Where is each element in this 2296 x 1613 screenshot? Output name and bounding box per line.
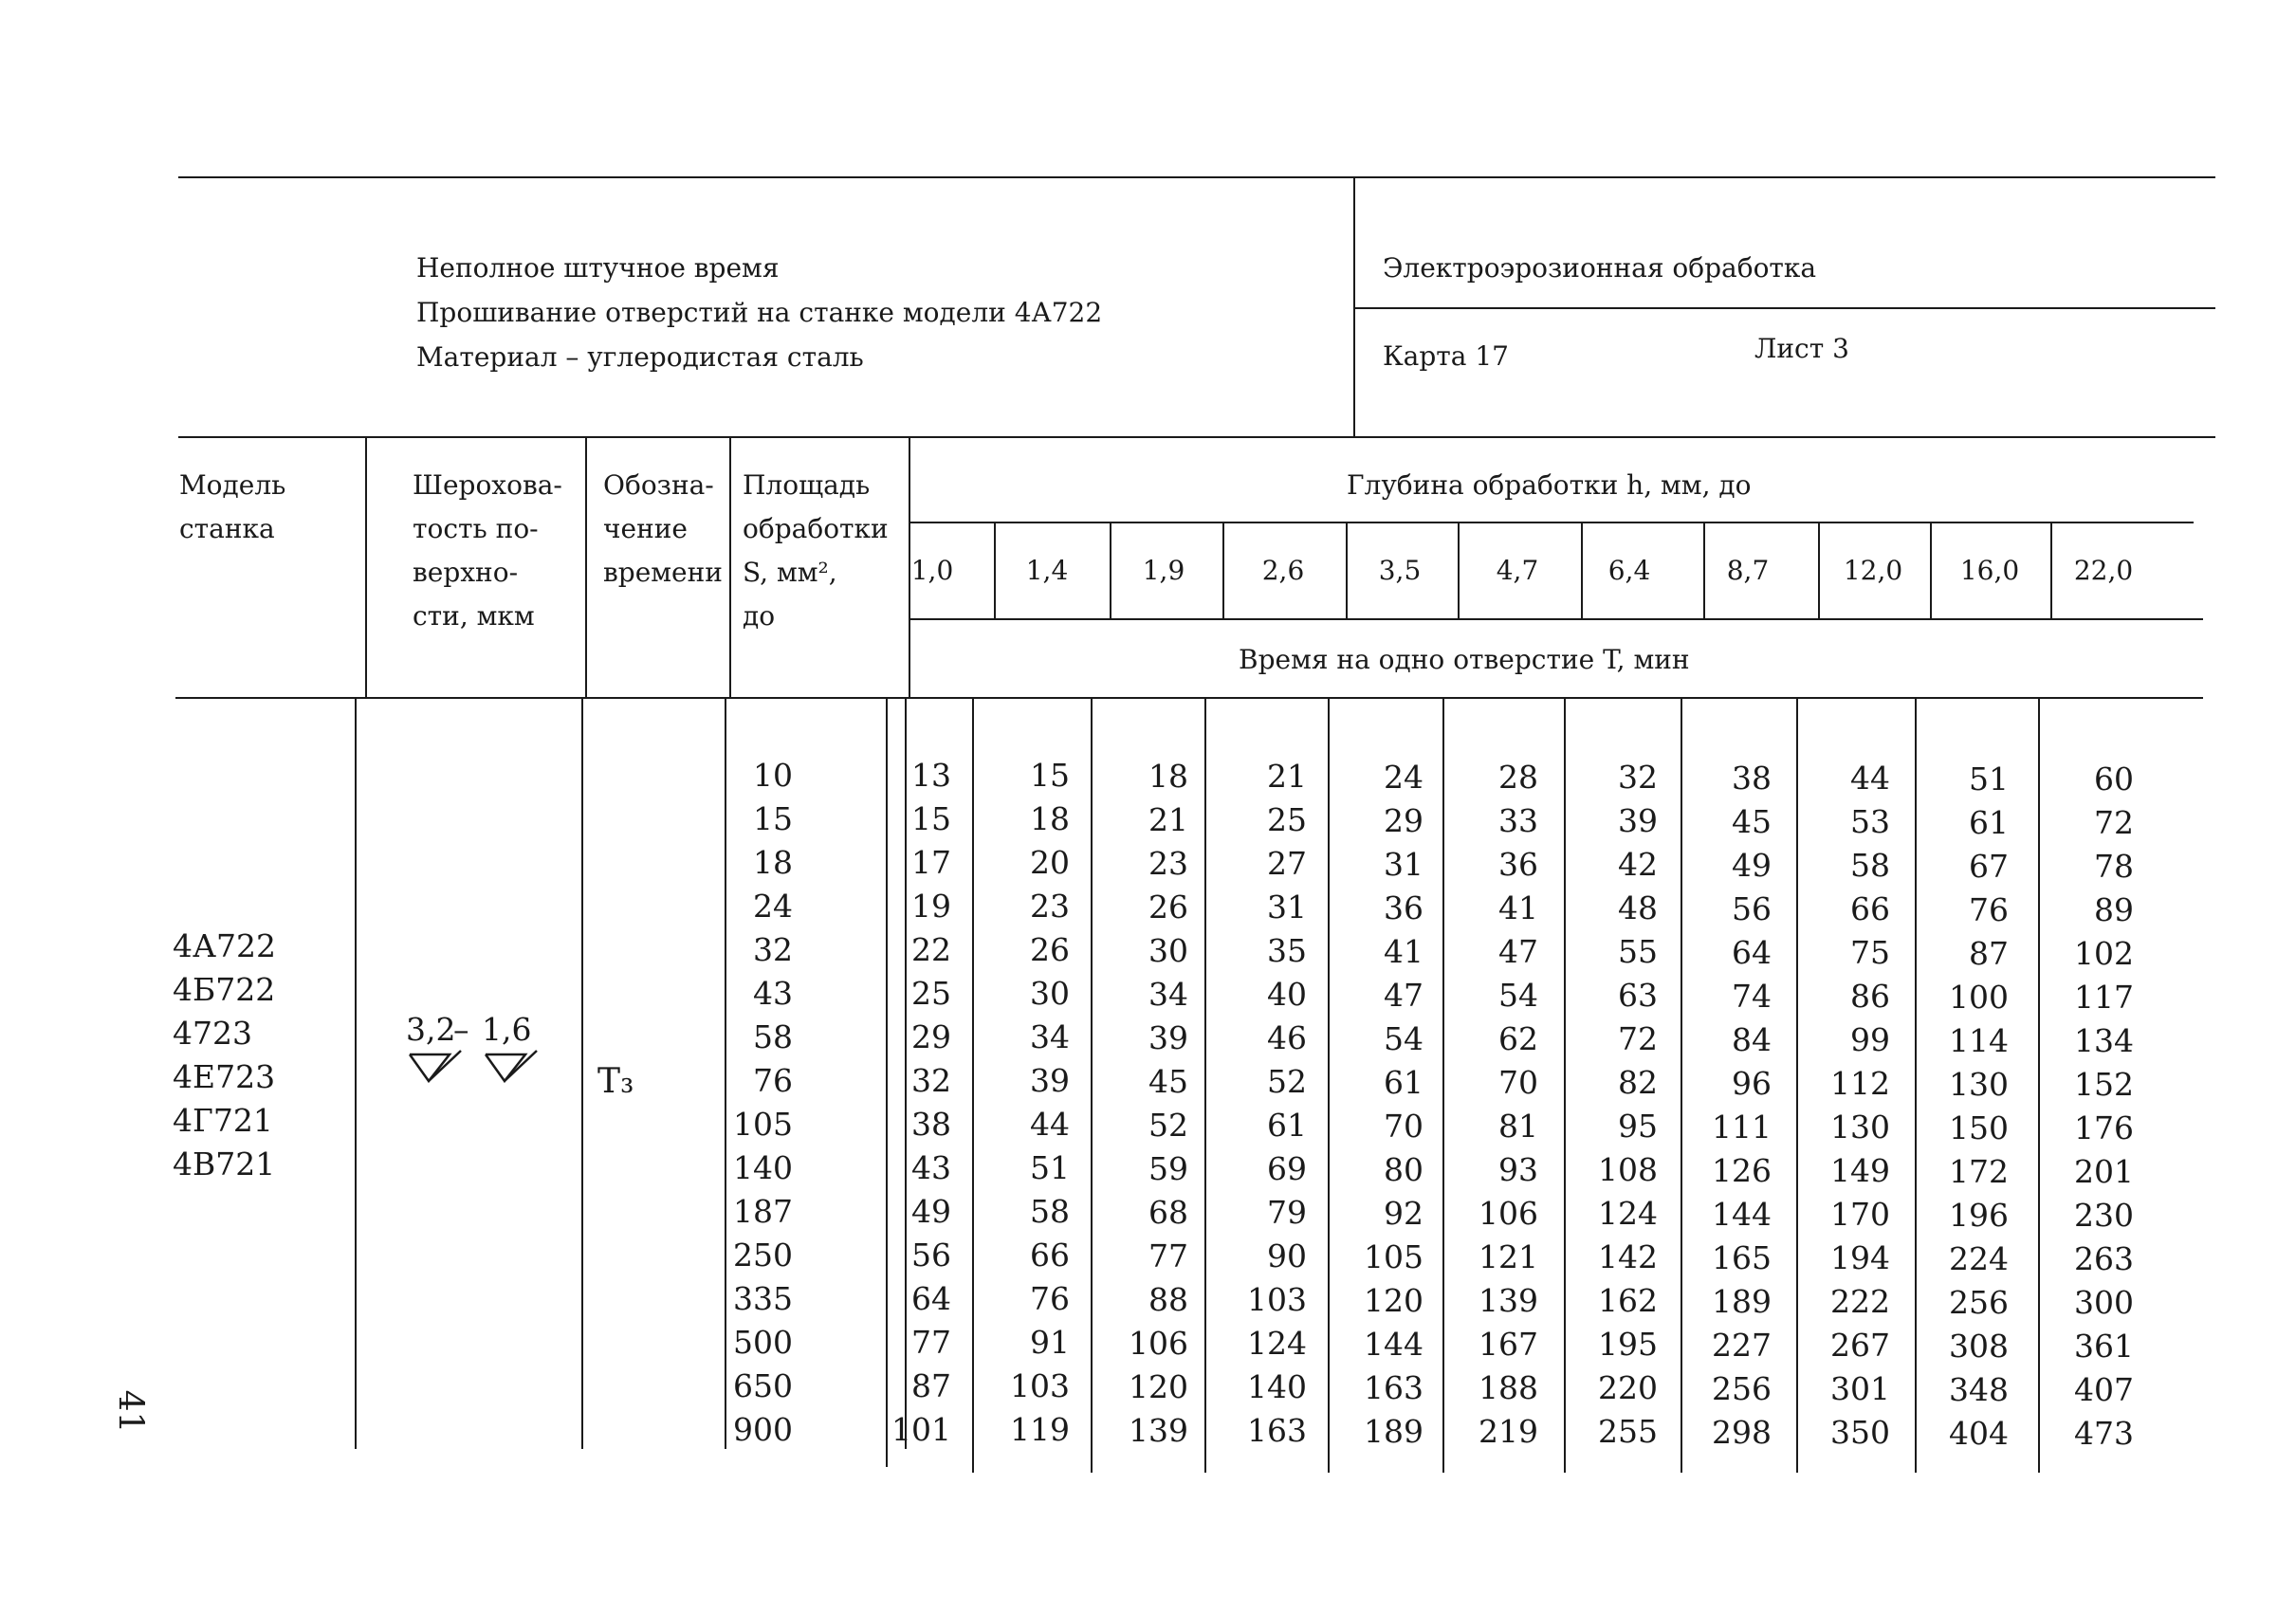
time-cell: 13 [911,757,951,794]
time-cell: 39 [1148,1019,1188,1056]
model-item: 4Б722 [173,971,276,1008]
area-value: 10 [753,757,793,794]
time-cell: 120 [1364,1282,1424,1319]
time-cell: 230 [2074,1197,2134,1234]
time-cell: 34 [1030,1018,1070,1055]
card-number: Карта 17 [1383,340,1509,372]
document-title-line-2: Прошивание отверстий на станке модели 4А722 [416,297,1103,328]
depth-value: 6,4 [1607,555,1651,586]
time-cell: 58 [1030,1193,1070,1230]
time-cell: 144 [1712,1196,1772,1233]
time-cell: 130 [1949,1066,2009,1103]
time-cell: 227 [1712,1327,1772,1364]
time-cell: 55 [1618,933,1658,970]
time-cell: 117 [2074,979,2134,1016]
time-cell: 103 [1247,1281,1307,1318]
time-cell: 163 [1364,1369,1424,1406]
depth-value: 4,7 [1496,555,1539,586]
time-cell: 79 [1267,1194,1307,1231]
time-cell: 26 [1030,931,1070,968]
time-cell: 222 [1830,1283,1890,1320]
time-cell: 201 [2074,1153,2134,1190]
time-cell: 22 [911,931,951,968]
depth-value: 3,5 [1378,555,1422,586]
area-value: 140 [733,1149,793,1186]
area-value: 15 [753,800,793,837]
body-col-divider-2 [581,697,583,1449]
time-cell: 167 [1479,1326,1538,1363]
col-roughness-header: Шерохова- тость по- верхно- сти, мкм [413,469,562,632]
time-cell: 72 [1618,1020,1658,1057]
time-cell: 90 [1267,1237,1307,1274]
time-cell: 63 [1618,977,1658,1014]
time-cell: 106 [1129,1325,1188,1362]
roughness-triangle-icon [408,1049,465,1087]
area-value: 650 [733,1367,793,1404]
time-cell: 68 [1148,1194,1188,1231]
col-designation-header: Обозна- чение времени [603,469,723,588]
time-cell: 21 [1148,801,1188,838]
time-cell: 29 [1384,802,1424,839]
time-cell: 121 [1479,1238,1538,1275]
depth-value: 16,0 [1959,555,2020,586]
time-cell: 92 [1384,1195,1424,1232]
roughness-symbols [406,1013,548,1089]
time-cell: 52 [1148,1107,1188,1144]
time-cell: 170 [1830,1196,1890,1233]
time-cell: 77 [911,1324,951,1361]
time-cell: 36 [1384,889,1424,926]
col-divider-1 [365,436,367,697]
time-cell: 194 [1830,1239,1890,1276]
time-cell: 64 [911,1280,951,1317]
time-cell: 70 [1498,1064,1538,1101]
time-cell: 130 [1830,1109,1890,1146]
time-col-divider [1564,697,1566,1473]
card-rule [1353,307,2215,309]
sheet-number: Лист 3 [1754,333,1849,364]
model-item: 4Е723 [173,1058,276,1095]
time-cell: 301 [1830,1370,1890,1407]
roughness-value-right: 1,6 [482,1011,532,1048]
time-cell: 53 [1850,803,1890,840]
time-cell: 40 [1267,976,1307,1013]
time-cell: 149 [1830,1152,1890,1189]
time-cell: 95 [1618,1108,1658,1145]
area-value: 24 [753,888,793,925]
time-cell: 60 [2094,761,2134,797]
time-cell: 142 [1598,1238,1658,1275]
time-cell: 144 [1364,1326,1424,1363]
time-cell: 54 [1498,977,1538,1014]
document-title-line-1: Неполное штучное время [416,252,780,284]
time-cell: 18 [1030,800,1070,837]
time-cell: 34 [1148,976,1188,1013]
time-cell: 126 [1712,1152,1772,1189]
model-item: 4В721 [173,1146,276,1182]
depth-value: 1,9 [1142,555,1185,586]
time-cell: 106 [1479,1195,1538,1232]
time-cell: 101 [891,1411,951,1448]
time-cell: 44 [1030,1106,1070,1143]
time-cell: 124 [1598,1195,1658,1232]
time-cell: 36 [1498,846,1538,883]
time-cell: 163 [1247,1412,1307,1449]
time-cell: 43 [911,1149,951,1186]
depth-divider [1110,522,1111,618]
depth-value: 22,0 [2073,555,2134,586]
time-cell: 41 [1498,889,1538,926]
top-rule [178,176,2215,178]
time-col-divider [1915,697,1917,1473]
time-cell: 165 [1712,1239,1772,1276]
col-area-header: Площадь обработки S, мм², до [743,469,889,632]
time-cell: 267 [1830,1327,1890,1364]
time-cell: 32 [1618,759,1658,796]
time-col-divider [1328,697,1330,1473]
depth-value: 1,0 [910,555,954,586]
time-cell: 176 [2074,1109,2134,1146]
time-group-title: Время на одно отверстие T, мин [1239,644,1690,675]
time-cell: 24 [1384,759,1424,796]
time-cell: 56 [911,1237,951,1274]
time-cell: 87 [911,1367,951,1404]
time-cell: 27 [1267,845,1307,882]
time-cell: 58 [1850,847,1890,884]
time-cell: 111 [1712,1109,1772,1146]
time-cell: 361 [2074,1328,2134,1365]
time-cell: 70 [1384,1108,1424,1145]
time-cell: 139 [1479,1282,1538,1319]
page-number: 41 [110,1389,150,1434]
depth-group-title: Глубина обработки h, мм, до [1347,469,1752,501]
time-cell: 20 [1030,844,1070,881]
depth-header-rule [909,522,2194,523]
time-designation: T₃ [597,1062,634,1101]
time-cell: 404 [1949,1415,2009,1452]
model-item: 4Г721 [173,1102,273,1139]
time-cell: 256 [1712,1370,1772,1407]
time-cell: 49 [911,1193,951,1230]
depth-value: 2,6 [1261,555,1305,586]
depth-divider [1581,522,1583,618]
depth-divider [2050,522,2052,618]
area-value: 18 [753,844,793,881]
time-cell: 100 [1949,979,2009,1016]
col-divider-2 [585,436,587,697]
time-cell: 256 [1949,1284,2009,1321]
model-list [173,925,276,1186]
time-cell: 77 [1148,1237,1188,1274]
time-cell: 23 [1148,845,1188,882]
time-cell: 15 [911,800,951,837]
area-value: 500 [733,1324,793,1361]
time-cell: 96 [1732,1065,1772,1102]
time-cell: 108 [1598,1151,1658,1188]
area-value: 187 [733,1193,793,1230]
time-cell: 61 [1969,804,2009,841]
col-model-header: Модель станка [179,469,286,544]
time-cell: 300 [2074,1284,2134,1321]
time-cell: 31 [1384,846,1424,883]
time-cell: 59 [1148,1150,1188,1187]
time-cell: 26 [1148,889,1188,926]
time-cell: 17 [911,844,951,881]
depth-value: 12,0 [1843,555,1903,586]
depth-divider [1222,522,1224,618]
time-cell: 76 [1969,891,2009,928]
time-col-divider [1091,697,1093,1473]
time-cell: 87 [1969,935,2009,972]
time-cell: 308 [1949,1328,2009,1365]
area-value: 250 [733,1237,793,1274]
body-col-divider-1 [355,697,357,1449]
time-cell: 189 [1712,1283,1772,1320]
depth-value: 1,4 [1025,555,1069,586]
area-value: 43 [753,975,793,1012]
time-cell: 25 [1267,801,1307,838]
time-cell: 80 [1384,1151,1424,1188]
time-cell: 93 [1498,1151,1538,1188]
time-cell: 30 [1148,932,1188,969]
time-cell: 119 [1010,1411,1070,1448]
time-cell: 51 [1969,761,2009,797]
time-cell: 38 [1732,760,1772,797]
time-cell: 105 [1364,1238,1424,1275]
time-cell: 196 [1949,1197,2009,1234]
time-cell: 81 [1498,1108,1538,1145]
time-cell: 25 [911,975,951,1012]
time-cell: 74 [1732,978,1772,1015]
time-cell: 21 [1267,758,1307,795]
time-cell: 52 [1267,1063,1307,1100]
time-cell: 67 [1969,848,2009,885]
time-cell: 49 [1732,847,1772,884]
roughness-dash: – [453,1011,469,1048]
time-cell: 66 [1850,890,1890,927]
time-cell: 33 [1498,802,1538,839]
depth-divider [1346,522,1348,618]
time-cell: 103 [1010,1367,1070,1404]
time-cell: 46 [1267,1019,1307,1056]
depth-value: 8,7 [1726,555,1770,586]
document-title-line-3: Материал – углеродистая сталь [416,341,864,373]
time-cell: 45 [1732,803,1772,840]
time-cell: 44 [1850,760,1890,797]
time-col-divider [972,697,974,1473]
time-cell: 152 [2074,1066,2134,1103]
time-cell: 51 [1030,1149,1070,1186]
depth-divider [1818,522,1820,618]
time-cell: 255 [1598,1413,1658,1450]
time-cell: 78 [2094,848,2134,885]
time-cell: 75 [1850,934,1890,971]
time-cell: 32 [911,1062,951,1099]
time-cell: 120 [1129,1368,1188,1405]
time-cell: 88 [1148,1281,1188,1318]
time-col-divider [2038,697,2040,1473]
time-cell: 39 [1618,802,1658,839]
time-cell: 162 [1598,1282,1658,1319]
time-cell: 188 [1479,1369,1538,1406]
area-value: 335 [733,1280,793,1317]
time-cell: 134 [2074,1022,2134,1059]
time-cell: 41 [1384,933,1424,970]
time-cell: 72 [2094,804,2134,841]
time-cell: 189 [1364,1413,1424,1450]
time-cell: 31 [1267,889,1307,926]
time-cell: 29 [911,1018,951,1055]
area-value: 58 [753,1018,793,1055]
time-cell: 114 [1949,1022,2009,1059]
time-cell: 61 [1384,1064,1424,1101]
time-cell: 263 [2074,1240,2134,1277]
header-divider [1353,176,1355,436]
time-cell: 66 [1030,1237,1070,1274]
table-header-bottom-rule [175,697,2203,699]
time-cell: 350 [1830,1414,1890,1451]
time-cell: 473 [2074,1415,2134,1452]
time-cell: 91 [1030,1324,1070,1361]
time-col-divider [1681,697,1682,1473]
time-cell: 172 [1949,1153,2009,1190]
time-cell: 220 [1598,1369,1658,1406]
area-value: 900 [733,1411,793,1448]
depth-divider [1930,522,1932,618]
time-cell: 124 [1247,1325,1307,1362]
time-cell: 47 [1498,933,1538,970]
time-cell: 224 [1949,1240,2009,1277]
header-bottom-rule [178,436,2215,438]
time-cell: 54 [1384,1020,1424,1057]
time-cell: 89 [2094,891,2134,928]
time-cell: 86 [1850,978,1890,1015]
time-cell: 140 [1247,1368,1307,1405]
time-cell: 139 [1129,1412,1188,1449]
time-cell: 56 [1732,890,1772,927]
time-cell: 348 [1949,1371,2009,1408]
time-cell: 82 [1618,1064,1658,1101]
time-cell: 112 [1830,1065,1890,1102]
time-cell: 62 [1498,1020,1538,1057]
depth-values-rule [909,618,2203,620]
section-title: Электроэрозионная обработка [1383,252,1817,284]
time-cell: 407 [2074,1371,2134,1408]
area-value: 32 [753,931,793,968]
model-item: 4А722 [173,927,276,964]
area-value: 76 [753,1062,793,1099]
time-cell: 61 [1267,1107,1307,1144]
time-cell: 99 [1850,1021,1890,1058]
time-col-divider [1796,697,1798,1473]
col-divider-3 [729,436,731,697]
time-cell: 18 [1148,758,1188,795]
time-cell: 76 [1030,1280,1070,1317]
time-cell: 69 [1267,1150,1307,1187]
time-col-divider [1442,697,1444,1473]
time-col-divider [1204,697,1206,1473]
depth-divider [1458,522,1460,618]
time-cell: 150 [1949,1109,2009,1146]
roughness-triangle-icon [484,1049,541,1087]
roughness-value-left: 3,2 [406,1011,456,1048]
time-cell: 298 [1712,1414,1772,1451]
time-cell: 47 [1384,977,1424,1014]
area-value: 105 [733,1106,793,1143]
time-cell: 23 [1030,888,1070,925]
time-cell: 39 [1030,1062,1070,1099]
time-cell: 64 [1732,934,1772,971]
time-cell: 84 [1732,1021,1772,1058]
model-item: 4723 [173,1015,252,1052]
depth-divider [994,522,996,618]
time-cell: 30 [1030,975,1070,1012]
time-cell: 102 [2074,935,2134,972]
time-cell: 195 [1598,1326,1658,1363]
time-cell: 219 [1479,1413,1538,1450]
time-cell: 28 [1498,759,1538,796]
time-cell: 42 [1618,846,1658,883]
time-cell: 35 [1267,932,1307,969]
time-cell: 19 [911,888,951,925]
time-cell: 48 [1618,889,1658,926]
depth-divider [1703,522,1705,618]
time-cell: 38 [911,1106,951,1143]
time-cell: 45 [1148,1063,1188,1100]
time-cell: 15 [1030,757,1070,794]
